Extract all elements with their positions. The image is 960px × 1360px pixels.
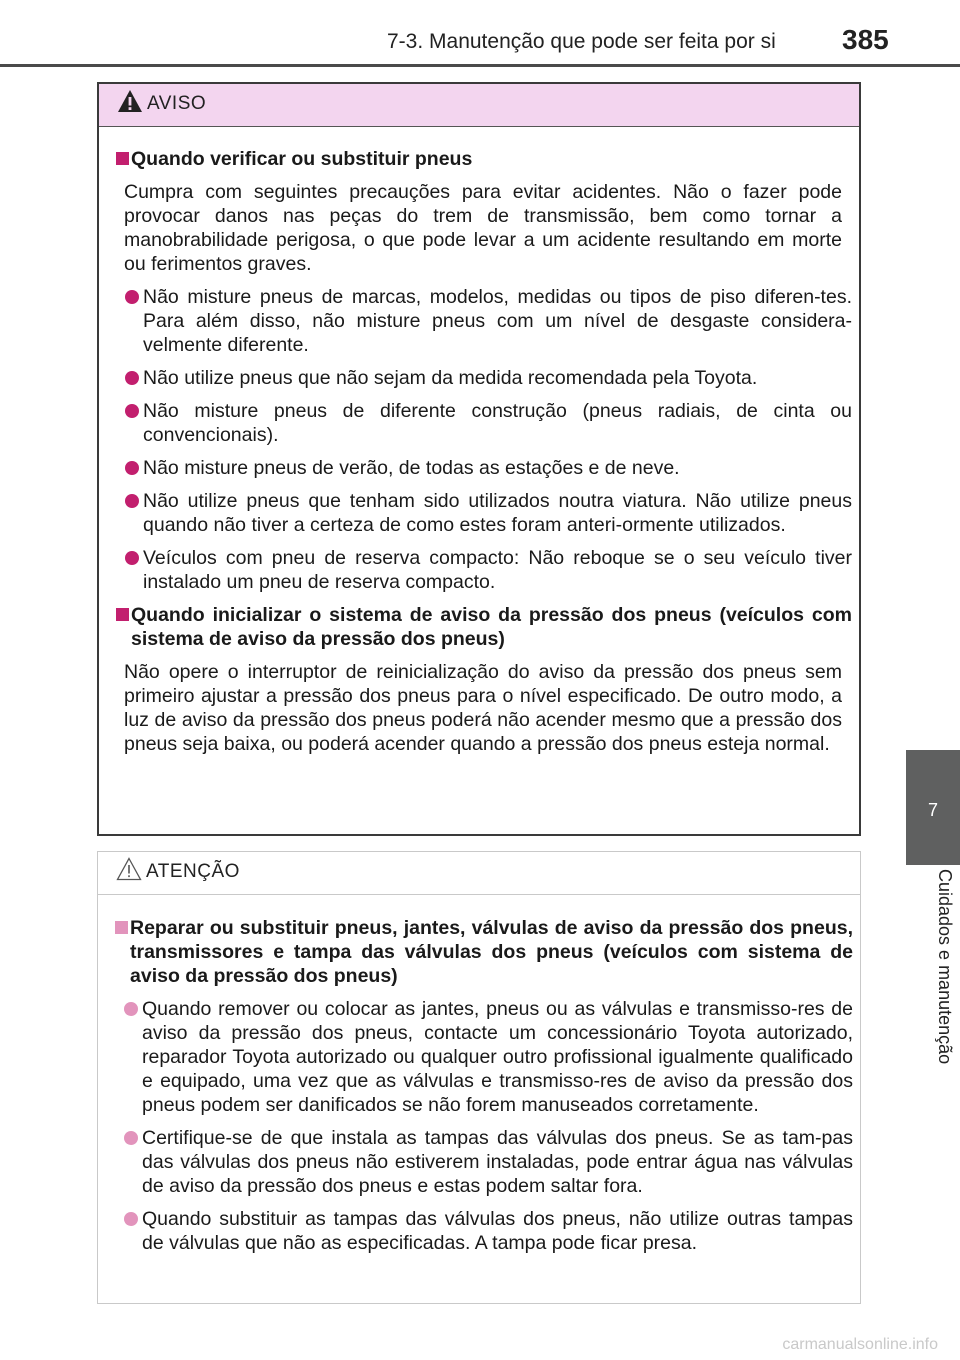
warning-triangle-icon <box>117 89 143 113</box>
chapter-number: 7 <box>927 800 938 820</box>
square-bullet-icon <box>116 152 129 165</box>
circle-bullet-icon <box>124 1131 138 1145</box>
chapter-tab <box>906 750 960 865</box>
list-item-text: Quando remover ou colocar as jantes, pneus ou as válvulas e transmisso-res de aviso da pressão dos pneus, contacte um concessionário Toyota autorizado, reparador Toyota autorizado ou qualquer outro profissional igualmente qualificado e equipado, uma vez que as válvulas e transmisso-res de aviso da pressão dos pneus podem ser danificados se não forem manuseados corretamente. <box>142 998 853 1116</box>
list-item <box>117 399 852 447</box>
list-item <box>116 1126 853 1198</box>
chapter-label-strip <box>906 865 960 1235</box>
warning-header <box>99 84 859 127</box>
circle-bullet-icon <box>125 371 139 385</box>
watermark: carmanualsonline.info <box>782 1336 938 1353</box>
page-header <box>0 0 960 66</box>
page-number: 385 <box>842 24 889 55</box>
list-item-text: Não utilize pneus que não sejam da medida recomendada pela Toyota. <box>143 367 758 389</box>
list-item-text: Não misture pneus de verão, de todas as estações e de neve. <box>143 457 680 479</box>
header-divider <box>0 64 960 67</box>
list-item <box>117 546 852 594</box>
heading-text: Quando verificar ou substituir pneus <box>131 148 473 170</box>
warning-section-heading <box>117 147 852 171</box>
caution-box <box>97 851 861 1304</box>
warning-section-heading <box>117 603 852 651</box>
list-item <box>116 1207 853 1255</box>
list-item-text: Não misture pneus de marcas, modelos, medidas ou tipos de piso diferen-tes. Para além disso, não misture pneus com um nível de desgaste considera-velmente diferente. <box>143 286 852 356</box>
caution-section-heading <box>116 916 853 988</box>
circle-bullet-icon <box>124 1212 138 1226</box>
warning-paragraph: Não opere o interruptor de reinicialização do aviso da pressão dos pneus sem primeiro ajustar a pressão dos pneus para o nível especificado. De outro modo, a luz de aviso da pressão dos pneus poderá não acender mesmo que a pressão dos pneus seja baixa, ou poderá acender quando a pressão dos pneus esteja normal. <box>124 661 842 755</box>
circle-bullet-icon <box>125 290 139 304</box>
heading-text: Reparar ou substituir pneus, jantes, válvulas de aviso da pressão dos pneus, transmissores e tampa das válvulas dos pneus (veículos com sistema de aviso da pressão dos pneus) <box>130 917 853 987</box>
list-item-text: Não utilize pneus que tenham sido utilizados noutra viatura. Não utilize pneus quando não tiver a certeza de como estes foram anteri-ormente utilizados. <box>143 490 852 536</box>
circle-bullet-icon <box>125 494 139 508</box>
section-title: 7-3. Manutenção que pode ser feita por si <box>387 30 776 53</box>
circle-bullet-icon <box>125 551 139 565</box>
list-item-text: Certifique-se de que instala as tampas das válvulas dos pneus. Se as tam-pas das válvulas dos pneus não estiverem instaladas, pode entrar água nas válvulas de aviso da pressão dos pneus e estas podem saltar fora. <box>142 1127 853 1197</box>
warning-paragraph: Cumpra com seguintes precauções para evitar acidentes. Não o fazer pode provocar danos nas peças do trem de transmissão, bem como tornar a manobrabilidade perigosa, o que pode levar a um acidente resultando em morte ou ferimentos graves. <box>124 181 842 275</box>
warning-box <box>97 82 861 836</box>
warning-content <box>99 127 859 756</box>
chapter-label: Cuidados e manutenção <box>935 869 955 1065</box>
caution-header <box>98 852 860 895</box>
list-item <box>117 456 852 480</box>
list-item-text: Quando substituir as tampas das válvulas dos pneus, não utilize outras tampas de válvulas que não as especificadas. A tampa pode ficar presa. <box>142 1208 853 1254</box>
list-item <box>117 489 852 537</box>
heading-text: Quando inicializar o sistema de aviso da pressão dos pneus (veículos com sistema de aviso da pressão dos pneus) <box>131 604 852 650</box>
list-item <box>117 366 852 390</box>
circle-bullet-icon <box>125 461 139 475</box>
square-bullet-icon <box>115 921 128 934</box>
circle-bullet-icon <box>125 404 139 418</box>
caution-title: ATENÇÃO <box>146 861 240 882</box>
list-item <box>116 997 853 1117</box>
square-bullet-icon <box>116 608 129 621</box>
list-item-text: Não misture pneus de diferente construção (pneus radiais, de cinta ou convencionais). <box>143 400 852 446</box>
caution-content <box>98 895 860 1255</box>
list-item <box>117 285 852 357</box>
caution-triangle-icon <box>116 857 142 881</box>
circle-bullet-icon <box>124 1002 138 1016</box>
list-item-text: Veículos com pneu de reserva compacto: Não reboque se o seu veículo tiver instalado um pneu de reserva compacto. <box>143 547 852 593</box>
warning-title: AVISO <box>147 93 207 114</box>
